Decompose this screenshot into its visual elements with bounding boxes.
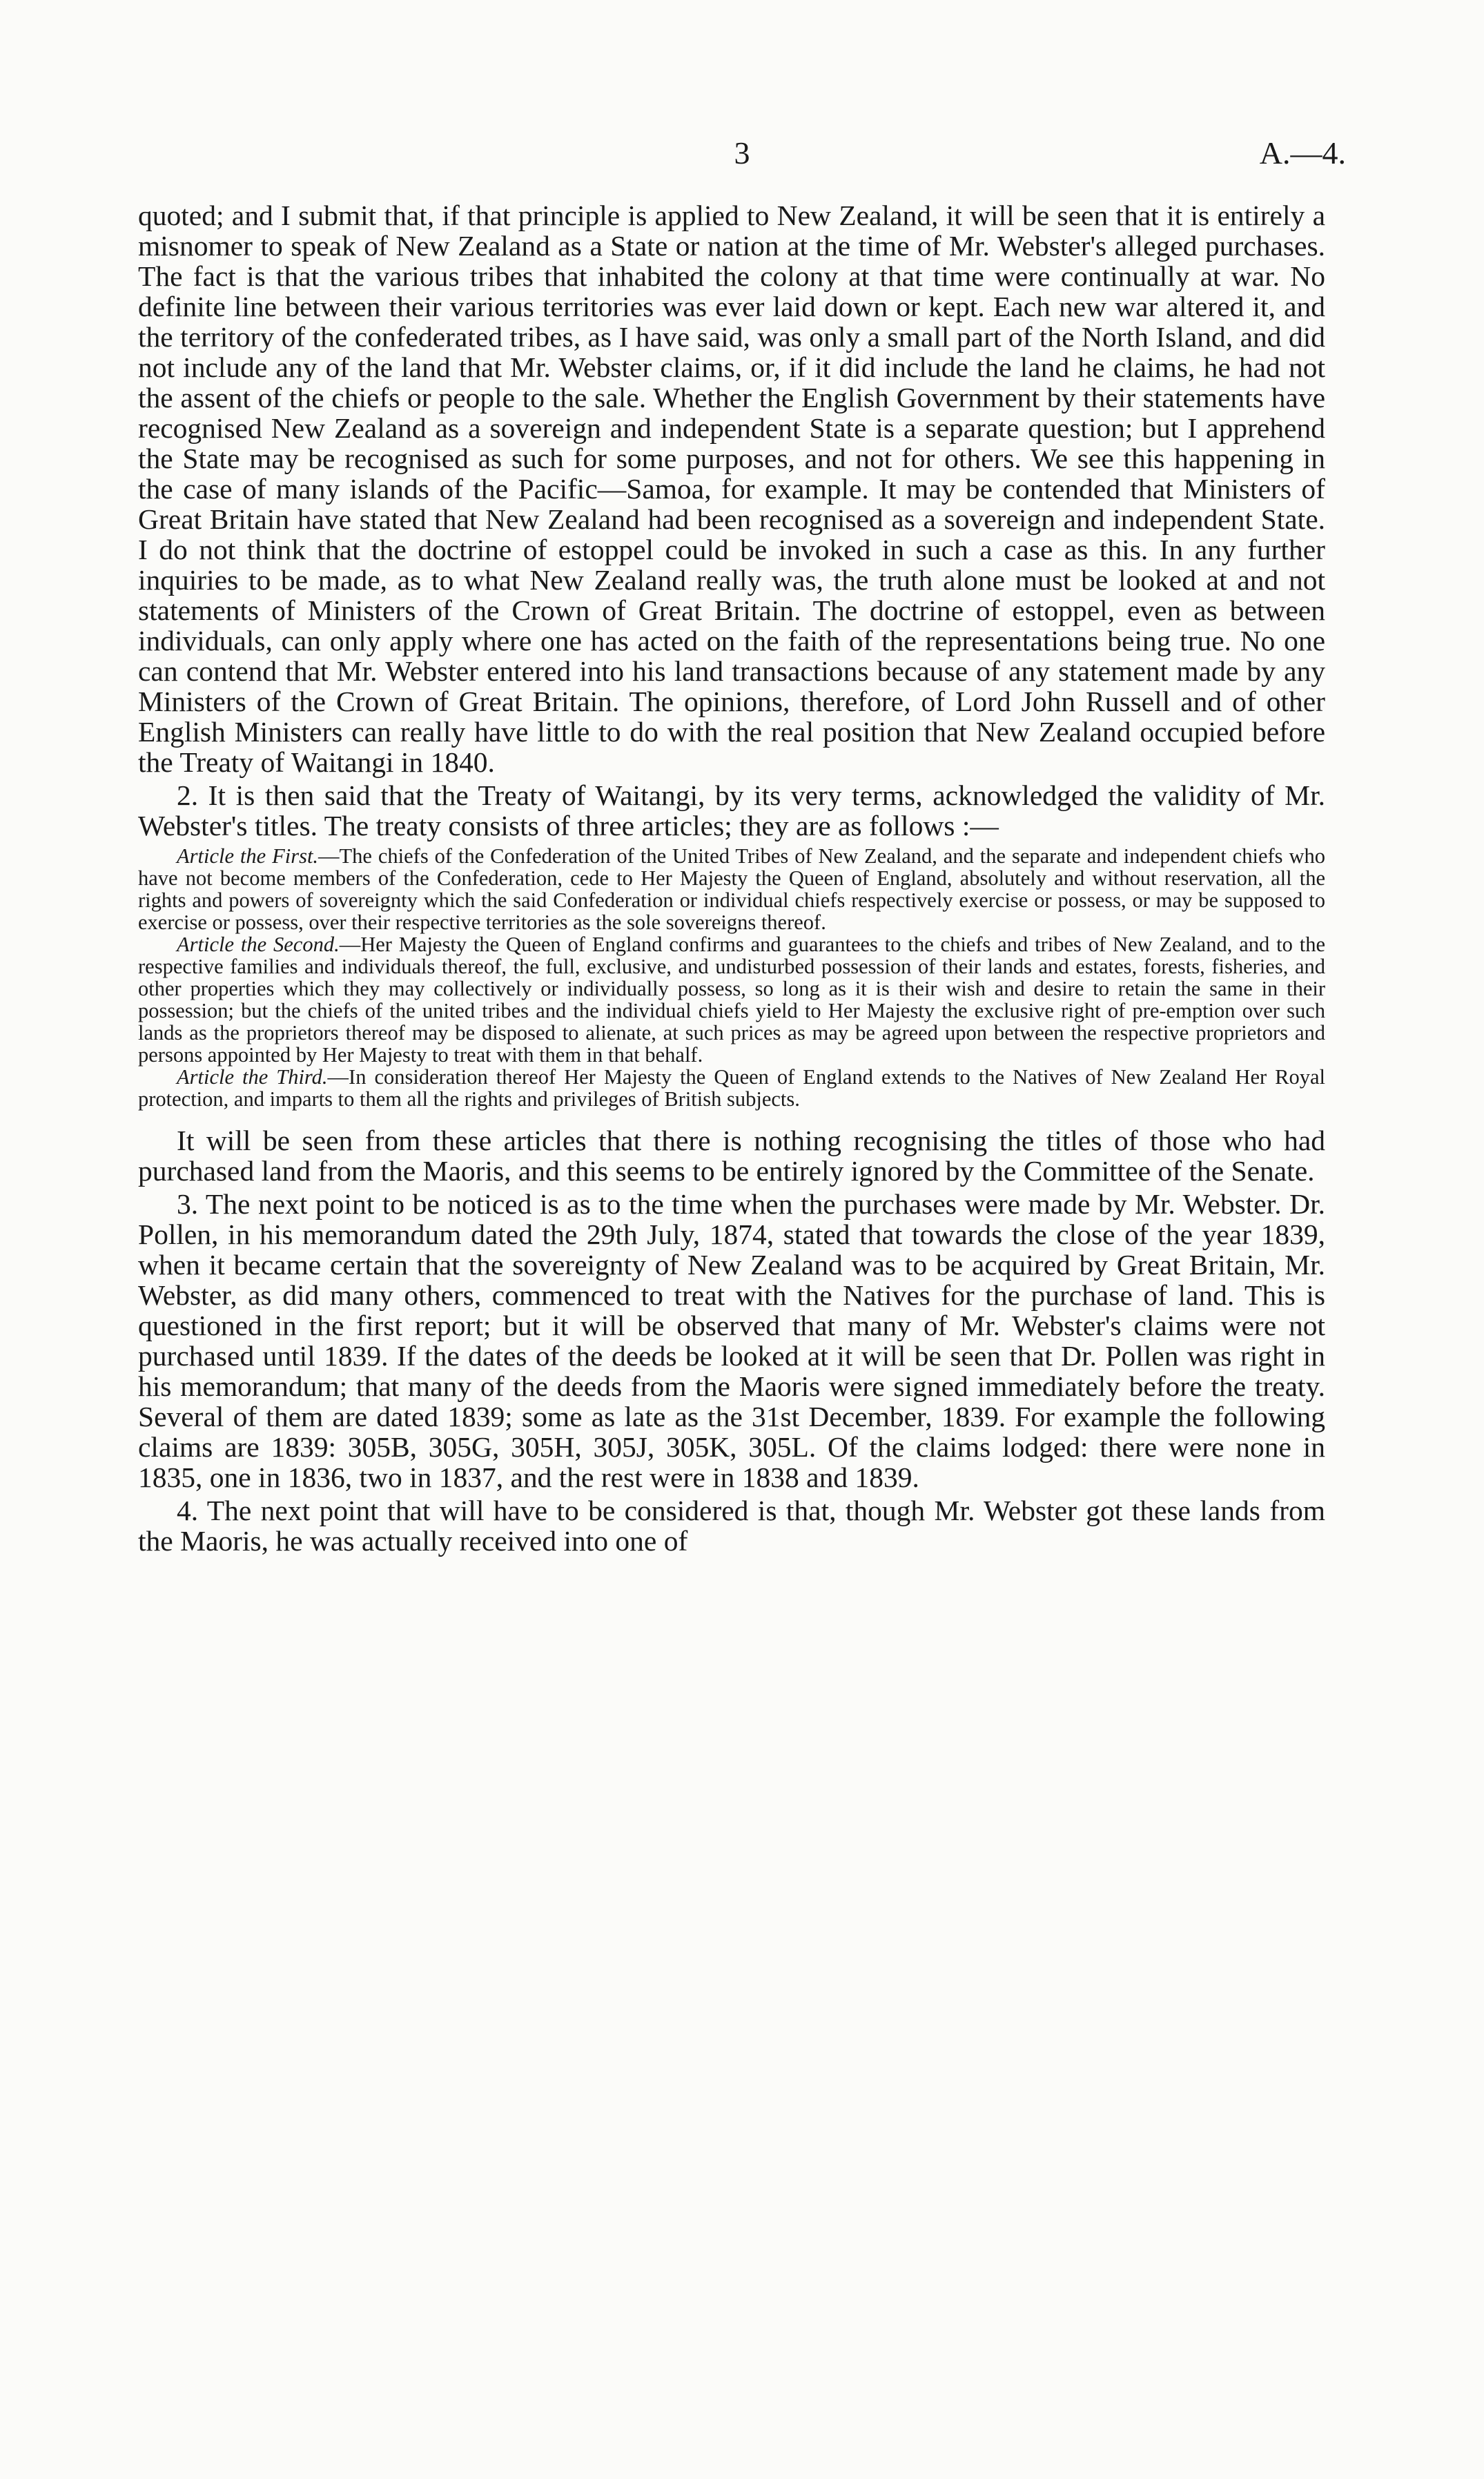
treaty-articles xyxy=(138,845,1325,1110)
paragraph-3: 3. The next point to be noticed is as to the time when the purchases were made by Mr. Webster. Dr. Pollen, in his memorandum dated the 29th July, 1874, stated that towards the close of the year 1839, when it became certain that the sovereignty of New Zealand was to be acquired by Great Britain, Mr. Webster, as did many others, commenced to treat with the Natives for the purchase of land. This is questioned in the first report; but it will be observed that many of Mr. Webster's claims were not purchased until 1839. If the dates of the deeds be looked at it will be seen that Dr. Pollen was right in his memorandum; that many of the deeds from the Maoris were signed immediately before the treaty. Several of them are dated 1839; some as late as the 31st December, 1839. For example the following claims are 1839: 305B, 305G, 305H, 305J, 305K, 305L. Of the claims lodged: there were none in 1835, one in 1836, two in 1837, and the rest were in 1838 and 1839. xyxy=(138,1188,1325,1493)
article-second-label: Article the Second. xyxy=(177,933,340,956)
page-number: 3 xyxy=(734,135,750,171)
body-text xyxy=(138,200,1325,1556)
page-header xyxy=(138,135,1346,183)
paragraph-2: 2. It is then said that the Treaty of Waitangi, by its very terms, acknowledged the validity of Mr. Webster's titles. The treaty consists of three articles; they are as follows :— xyxy=(138,779,1325,842)
article-third xyxy=(138,1066,1325,1110)
article-first-label: Article the First. xyxy=(177,844,319,868)
article-second xyxy=(138,933,1325,1066)
document-reference: A.—4. xyxy=(1259,135,1346,171)
paragraph-4: 4. The next point that will have to be considered is that, though Mr. Webster got these lands from the Maoris, he was actually received into one of xyxy=(138,1495,1325,1557)
article-first-text: —The chiefs of the Confederation of the United Tribes of New Zealand, and the separate and independent chiefs who have not become members of the Confederation, cede to Her Majesty the Queen of England, absolutely and without reservation, all the rights and powers of sovereignty which the said Confederation or individual chiefs respectively exercise or possess, or may be supposed to exercise or possess, over their respective territories as the sole sovereigns thereof. xyxy=(138,844,1325,934)
paragraph-continued: quoted; and I submit that, if that principle is applied to New Zealand, it will be seen that it is entirely a misnomer to speak of New Zealand as a State or nation at the time of Mr. Webster's alleged purchases. The fact is that the various tribes that inhabited the colony at that time were continually at war. No definite line between their various territories was ever laid down or kept. Each new war altered it, and the territory of the confederated tribes, as I have said, was only a small part of the North Island, and did not include any of the land that Mr. Webster claims, or, if it did include the land he claims, he had not the assent of the chiefs or people to the sale. Whether the English Government by their statements have recognised New Zealand as a sovereign and independent State is a separate question; but I apprehend the State may be recognised as such for some purposes, and not for others. We see this happening in the case of many islands of the Pacific—Samoa, for example. It may be contended that Ministers of Great Britain have stated that New Zealand had been recognised as a sovereign and independent State. I do not think that the doctrine of estoppel could be invoked in such a case as this. In any further inquiries to be made, as to what New Zealand really was, the truth alone must be looked at and not statements of Ministers of the Crown of Great Britain. The doctrine of estoppel, even as between individuals, can only apply where one has acted on the faith of the representations being true. No one can contend that Mr. Webster entered into his land transactions because of any statement made by any Ministers of the Crown of Great Britain. The opinions, therefore, of Lord John Russell and of other English Ministers can really have little to do with the real position that New Zealand occupied before the Treaty of Waitangi in 1840. xyxy=(138,200,1325,778)
article-third-text: —In consideration thereof Her Majesty the Queen of England extends to the Natives of New Zealand Her Royal protection, and imparts to them all the rights and privileges of British subjects. xyxy=(138,1065,1325,1111)
article-first xyxy=(138,845,1325,933)
article-second-text: —Her Majesty the Queen of England confirms and guarantees to the chiefs and tribes of New Zealand, and to the respective families and individuals thereof, the full, exclusive, and undisturbed possession of their lands and estates, forests, fisheries, and other properties which they may collectively or individually possess, so long as it is their wish and desire to retain the same in their possession; but the chiefs of the united tribes and the individual chiefs yield to Her Majesty the exclusive right of pre-emption over such lands as the proprietors thereof may be disposed to alienate, at such prices as may be agreed upon between the respective proprietors and persons appointed by Her Majesty to treat with them in that behalf. xyxy=(138,933,1325,1067)
article-third-label: Article the Third. xyxy=(177,1065,328,1089)
paragraph-articles-conclusion: It will be seen from these articles that there is nothing recognising the titles of those who had purchased land from the Maoris, and this seems to be entirely ignored by the Committee of the Senate. xyxy=(138,1125,1325,1187)
